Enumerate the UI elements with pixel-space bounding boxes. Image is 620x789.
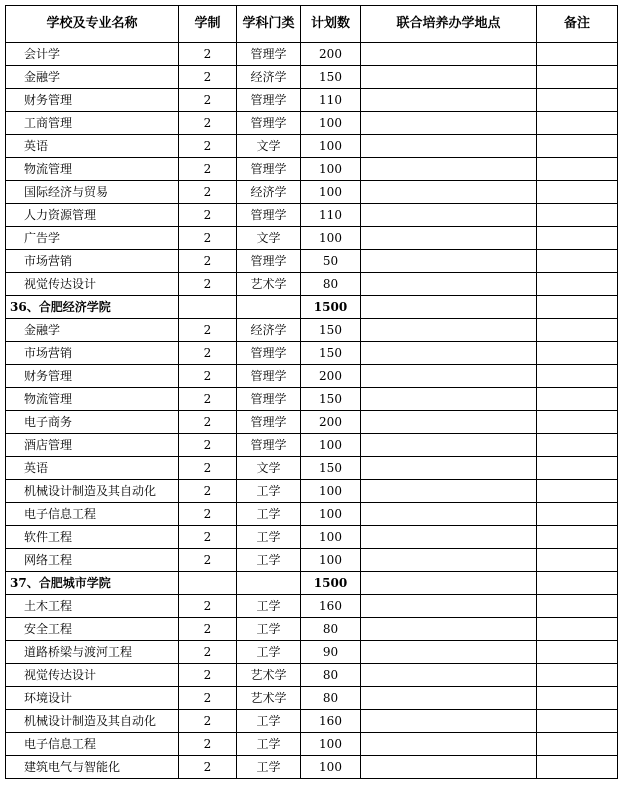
major-row xyxy=(6,388,618,411)
major-name: 环境设计 xyxy=(6,687,179,710)
major-years: 2 xyxy=(179,641,237,664)
major-name: 道路桥梁与渡河工程 xyxy=(6,641,179,664)
major-name: 土木工程 xyxy=(6,595,179,618)
major-name: 市场营销 xyxy=(6,250,179,273)
joint-location-cell xyxy=(361,756,537,779)
major-plan: 100 xyxy=(301,227,361,250)
major-category: 管理学 xyxy=(237,250,301,273)
major-row xyxy=(6,342,618,365)
major-name: 广告学 xyxy=(6,227,179,250)
major-years: 2 xyxy=(179,503,237,526)
note-cell xyxy=(537,434,618,457)
major-name: 工商管理 xyxy=(6,112,179,135)
note-cell xyxy=(537,503,618,526)
note-cell xyxy=(537,181,618,204)
note-cell xyxy=(537,388,618,411)
major-plan: 100 xyxy=(301,733,361,756)
major-name: 财务管理 xyxy=(6,365,179,388)
major-row xyxy=(6,618,618,641)
note-cell xyxy=(537,342,618,365)
major-category: 文学 xyxy=(237,135,301,158)
major-row xyxy=(6,89,618,112)
major-row xyxy=(6,227,618,250)
major-category: 工学 xyxy=(237,480,301,503)
joint-location-cell xyxy=(361,135,537,158)
major-years: 2 xyxy=(179,342,237,365)
major-plan: 100 xyxy=(301,112,361,135)
major-name: 电子商务 xyxy=(6,411,179,434)
joint-location-cell xyxy=(361,503,537,526)
note-cell xyxy=(537,365,618,388)
major-name: 金融学 xyxy=(6,66,179,89)
major-plan: 50 xyxy=(301,250,361,273)
major-plan: 200 xyxy=(301,411,361,434)
major-row xyxy=(6,112,618,135)
major-plan: 150 xyxy=(301,342,361,365)
major-name: 电子信息工程 xyxy=(6,503,179,526)
major-category: 工学 xyxy=(237,503,301,526)
major-row xyxy=(6,204,618,227)
school-years xyxy=(179,572,237,595)
major-plan: 100 xyxy=(301,756,361,779)
school-row xyxy=(6,296,618,319)
major-plan: 110 xyxy=(301,89,361,112)
joint-location-cell xyxy=(361,549,537,572)
major-plan: 80 xyxy=(301,687,361,710)
major-row xyxy=(6,66,618,89)
major-name: 安全工程 xyxy=(6,618,179,641)
major-plan: 100 xyxy=(301,503,361,526)
joint-location-cell xyxy=(361,480,537,503)
major-plan: 100 xyxy=(301,181,361,204)
major-years: 2 xyxy=(179,595,237,618)
joint-location-cell xyxy=(361,342,537,365)
note-cell xyxy=(537,273,618,296)
major-years: 2 xyxy=(179,204,237,227)
major-years: 2 xyxy=(179,365,237,388)
major-plan: 100 xyxy=(301,549,361,572)
header-plan: 计划数 xyxy=(301,6,361,43)
major-years: 2 xyxy=(179,618,237,641)
note-cell xyxy=(537,319,618,342)
major-row xyxy=(6,756,618,779)
joint-location-cell xyxy=(361,365,537,388)
major-name: 英语 xyxy=(6,135,179,158)
major-category: 管理学 xyxy=(237,158,301,181)
school-years xyxy=(179,296,237,319)
major-row xyxy=(6,457,618,480)
major-category: 工学 xyxy=(237,618,301,641)
major-name: 会计学 xyxy=(6,43,179,66)
major-category: 艺术学 xyxy=(237,273,301,296)
major-category: 工学 xyxy=(237,549,301,572)
major-name: 网络工程 xyxy=(6,549,179,572)
joint-location-cell xyxy=(361,526,537,549)
major-years: 2 xyxy=(179,710,237,733)
major-name: 英语 xyxy=(6,457,179,480)
major-category: 管理学 xyxy=(237,434,301,457)
major-category: 管理学 xyxy=(237,411,301,434)
major-years: 2 xyxy=(179,181,237,204)
major-years: 2 xyxy=(179,388,237,411)
major-plan: 80 xyxy=(301,664,361,687)
major-row xyxy=(6,710,618,733)
major-name: 物流管理 xyxy=(6,158,179,181)
note-cell xyxy=(537,112,618,135)
major-row xyxy=(6,158,618,181)
major-years: 2 xyxy=(179,480,237,503)
major-years: 2 xyxy=(179,411,237,434)
note-cell xyxy=(537,549,618,572)
header-note: 备注 xyxy=(537,6,618,43)
note-cell xyxy=(537,733,618,756)
major-years: 2 xyxy=(179,457,237,480)
note-cell xyxy=(537,641,618,664)
major-row xyxy=(6,250,618,273)
note-cell xyxy=(537,710,618,733)
major-category: 管理学 xyxy=(237,388,301,411)
major-years: 2 xyxy=(179,687,237,710)
joint-location-cell xyxy=(361,158,537,181)
major-category: 工学 xyxy=(237,733,301,756)
joint-location-cell xyxy=(361,664,537,687)
major-years: 2 xyxy=(179,273,237,296)
joint-location-cell xyxy=(361,687,537,710)
major-years: 2 xyxy=(179,526,237,549)
major-name: 财务管理 xyxy=(6,89,179,112)
major-category: 经济学 xyxy=(237,319,301,342)
note-cell xyxy=(537,227,618,250)
major-row xyxy=(6,687,618,710)
school-name: 36、合肥经济学院 xyxy=(6,296,179,319)
major-category: 艺术学 xyxy=(237,687,301,710)
joint-location-cell xyxy=(361,227,537,250)
major-category: 管理学 xyxy=(237,112,301,135)
joint-location-cell xyxy=(361,89,537,112)
major-row xyxy=(6,319,618,342)
major-plan: 110 xyxy=(301,204,361,227)
major-years: 2 xyxy=(179,733,237,756)
joint-location-cell xyxy=(361,434,537,457)
major-row xyxy=(6,526,618,549)
major-plan: 150 xyxy=(301,66,361,89)
note-cell xyxy=(537,457,618,480)
note-cell xyxy=(537,66,618,89)
major-category: 工学 xyxy=(237,595,301,618)
major-name: 建筑电气与智能化 xyxy=(6,756,179,779)
joint-location-cell xyxy=(361,572,537,595)
joint-location-cell xyxy=(361,595,537,618)
school-plan-total: 1500 xyxy=(301,572,361,595)
major-row xyxy=(6,181,618,204)
major-years: 2 xyxy=(179,250,237,273)
major-row xyxy=(6,135,618,158)
major-name: 国际经济与贸易 xyxy=(6,181,179,204)
major-plan: 200 xyxy=(301,43,361,66)
major-plan: 150 xyxy=(301,388,361,411)
header-row xyxy=(6,6,618,43)
joint-location-cell xyxy=(361,66,537,89)
joint-location-cell xyxy=(361,204,537,227)
enrollment-plan-table xyxy=(5,5,618,779)
joint-location-cell xyxy=(361,273,537,296)
major-plan: 200 xyxy=(301,365,361,388)
major-category: 经济学 xyxy=(237,66,301,89)
note-cell xyxy=(537,296,618,319)
joint-location-cell xyxy=(361,411,537,434)
major-plan: 100 xyxy=(301,480,361,503)
major-plan: 160 xyxy=(301,595,361,618)
major-years: 2 xyxy=(179,66,237,89)
major-years: 2 xyxy=(179,158,237,181)
school-name: 37、合肥城市学院 xyxy=(6,572,179,595)
major-years: 2 xyxy=(179,43,237,66)
major-name: 视觉传达设计 xyxy=(6,273,179,296)
major-row xyxy=(6,595,618,618)
note-cell xyxy=(537,135,618,158)
major-years: 2 xyxy=(179,112,237,135)
major-plan: 150 xyxy=(301,457,361,480)
major-row xyxy=(6,434,618,457)
major-category: 管理学 xyxy=(237,365,301,388)
major-category: 经济学 xyxy=(237,181,301,204)
major-row xyxy=(6,273,618,296)
joint-location-cell xyxy=(361,319,537,342)
major-row xyxy=(6,733,618,756)
major-row xyxy=(6,480,618,503)
major-row xyxy=(6,664,618,687)
major-category: 工学 xyxy=(237,756,301,779)
joint-location-cell xyxy=(361,457,537,480)
note-cell xyxy=(537,526,618,549)
major-name: 视觉传达设计 xyxy=(6,664,179,687)
major-category: 管理学 xyxy=(237,89,301,112)
joint-location-cell xyxy=(361,733,537,756)
note-cell xyxy=(537,411,618,434)
major-years: 2 xyxy=(179,756,237,779)
major-plan: 100 xyxy=(301,135,361,158)
major-row xyxy=(6,641,618,664)
note-cell xyxy=(537,480,618,503)
major-category: 管理学 xyxy=(237,204,301,227)
note-cell xyxy=(537,158,618,181)
major-category: 管理学 xyxy=(237,342,301,365)
major-category: 文学 xyxy=(237,227,301,250)
major-years: 2 xyxy=(179,664,237,687)
joint-location-cell xyxy=(361,388,537,411)
major-name: 人力资源管理 xyxy=(6,204,179,227)
note-cell xyxy=(537,250,618,273)
header-years: 学制 xyxy=(179,6,237,43)
header-category: 学科门类 xyxy=(237,6,301,43)
major-plan: 80 xyxy=(301,618,361,641)
joint-location-cell xyxy=(361,250,537,273)
note-cell xyxy=(537,664,618,687)
major-name: 市场营销 xyxy=(6,342,179,365)
major-plan: 80 xyxy=(301,273,361,296)
header-school-major: 学校及专业名称 xyxy=(6,6,179,43)
major-name: 金融学 xyxy=(6,319,179,342)
major-name: 电子信息工程 xyxy=(6,733,179,756)
school-row xyxy=(6,572,618,595)
school-category xyxy=(237,296,301,319)
school-plan-total: 1500 xyxy=(301,296,361,319)
school-category xyxy=(237,572,301,595)
major-row xyxy=(6,411,618,434)
major-name: 机械设计制造及其自动化 xyxy=(6,480,179,503)
major-name: 软件工程 xyxy=(6,526,179,549)
major-name: 机械设计制造及其自动化 xyxy=(6,710,179,733)
note-cell xyxy=(537,618,618,641)
major-row xyxy=(6,549,618,572)
header-joint-location: 联合培养办学地点 xyxy=(361,6,537,43)
joint-location-cell xyxy=(361,43,537,66)
major-years: 2 xyxy=(179,135,237,158)
note-cell xyxy=(537,595,618,618)
joint-location-cell xyxy=(361,641,537,664)
joint-location-cell xyxy=(361,710,537,733)
joint-location-cell xyxy=(361,296,537,319)
note-cell xyxy=(537,756,618,779)
joint-location-cell xyxy=(361,618,537,641)
major-category: 管理学 xyxy=(237,43,301,66)
note-cell xyxy=(537,204,618,227)
major-plan: 100 xyxy=(301,434,361,457)
note-cell xyxy=(537,572,618,595)
major-years: 2 xyxy=(179,227,237,250)
major-category: 艺术学 xyxy=(237,664,301,687)
major-category: 工学 xyxy=(237,641,301,664)
major-category: 工学 xyxy=(237,526,301,549)
major-plan: 150 xyxy=(301,319,361,342)
major-row xyxy=(6,43,618,66)
major-category: 工学 xyxy=(237,710,301,733)
major-plan: 100 xyxy=(301,158,361,181)
major-years: 2 xyxy=(179,89,237,112)
major-row xyxy=(6,365,618,388)
note-cell xyxy=(537,89,618,112)
joint-location-cell xyxy=(361,181,537,204)
major-years: 2 xyxy=(179,434,237,457)
major-plan: 100 xyxy=(301,526,361,549)
joint-location-cell xyxy=(361,112,537,135)
major-name: 物流管理 xyxy=(6,388,179,411)
major-row xyxy=(6,503,618,526)
note-cell xyxy=(537,687,618,710)
major-years: 2 xyxy=(179,549,237,572)
major-years: 2 xyxy=(179,319,237,342)
note-cell xyxy=(537,43,618,66)
major-plan: 160 xyxy=(301,710,361,733)
major-name: 酒店管理 xyxy=(6,434,179,457)
major-plan: 90 xyxy=(301,641,361,664)
major-category: 文学 xyxy=(237,457,301,480)
